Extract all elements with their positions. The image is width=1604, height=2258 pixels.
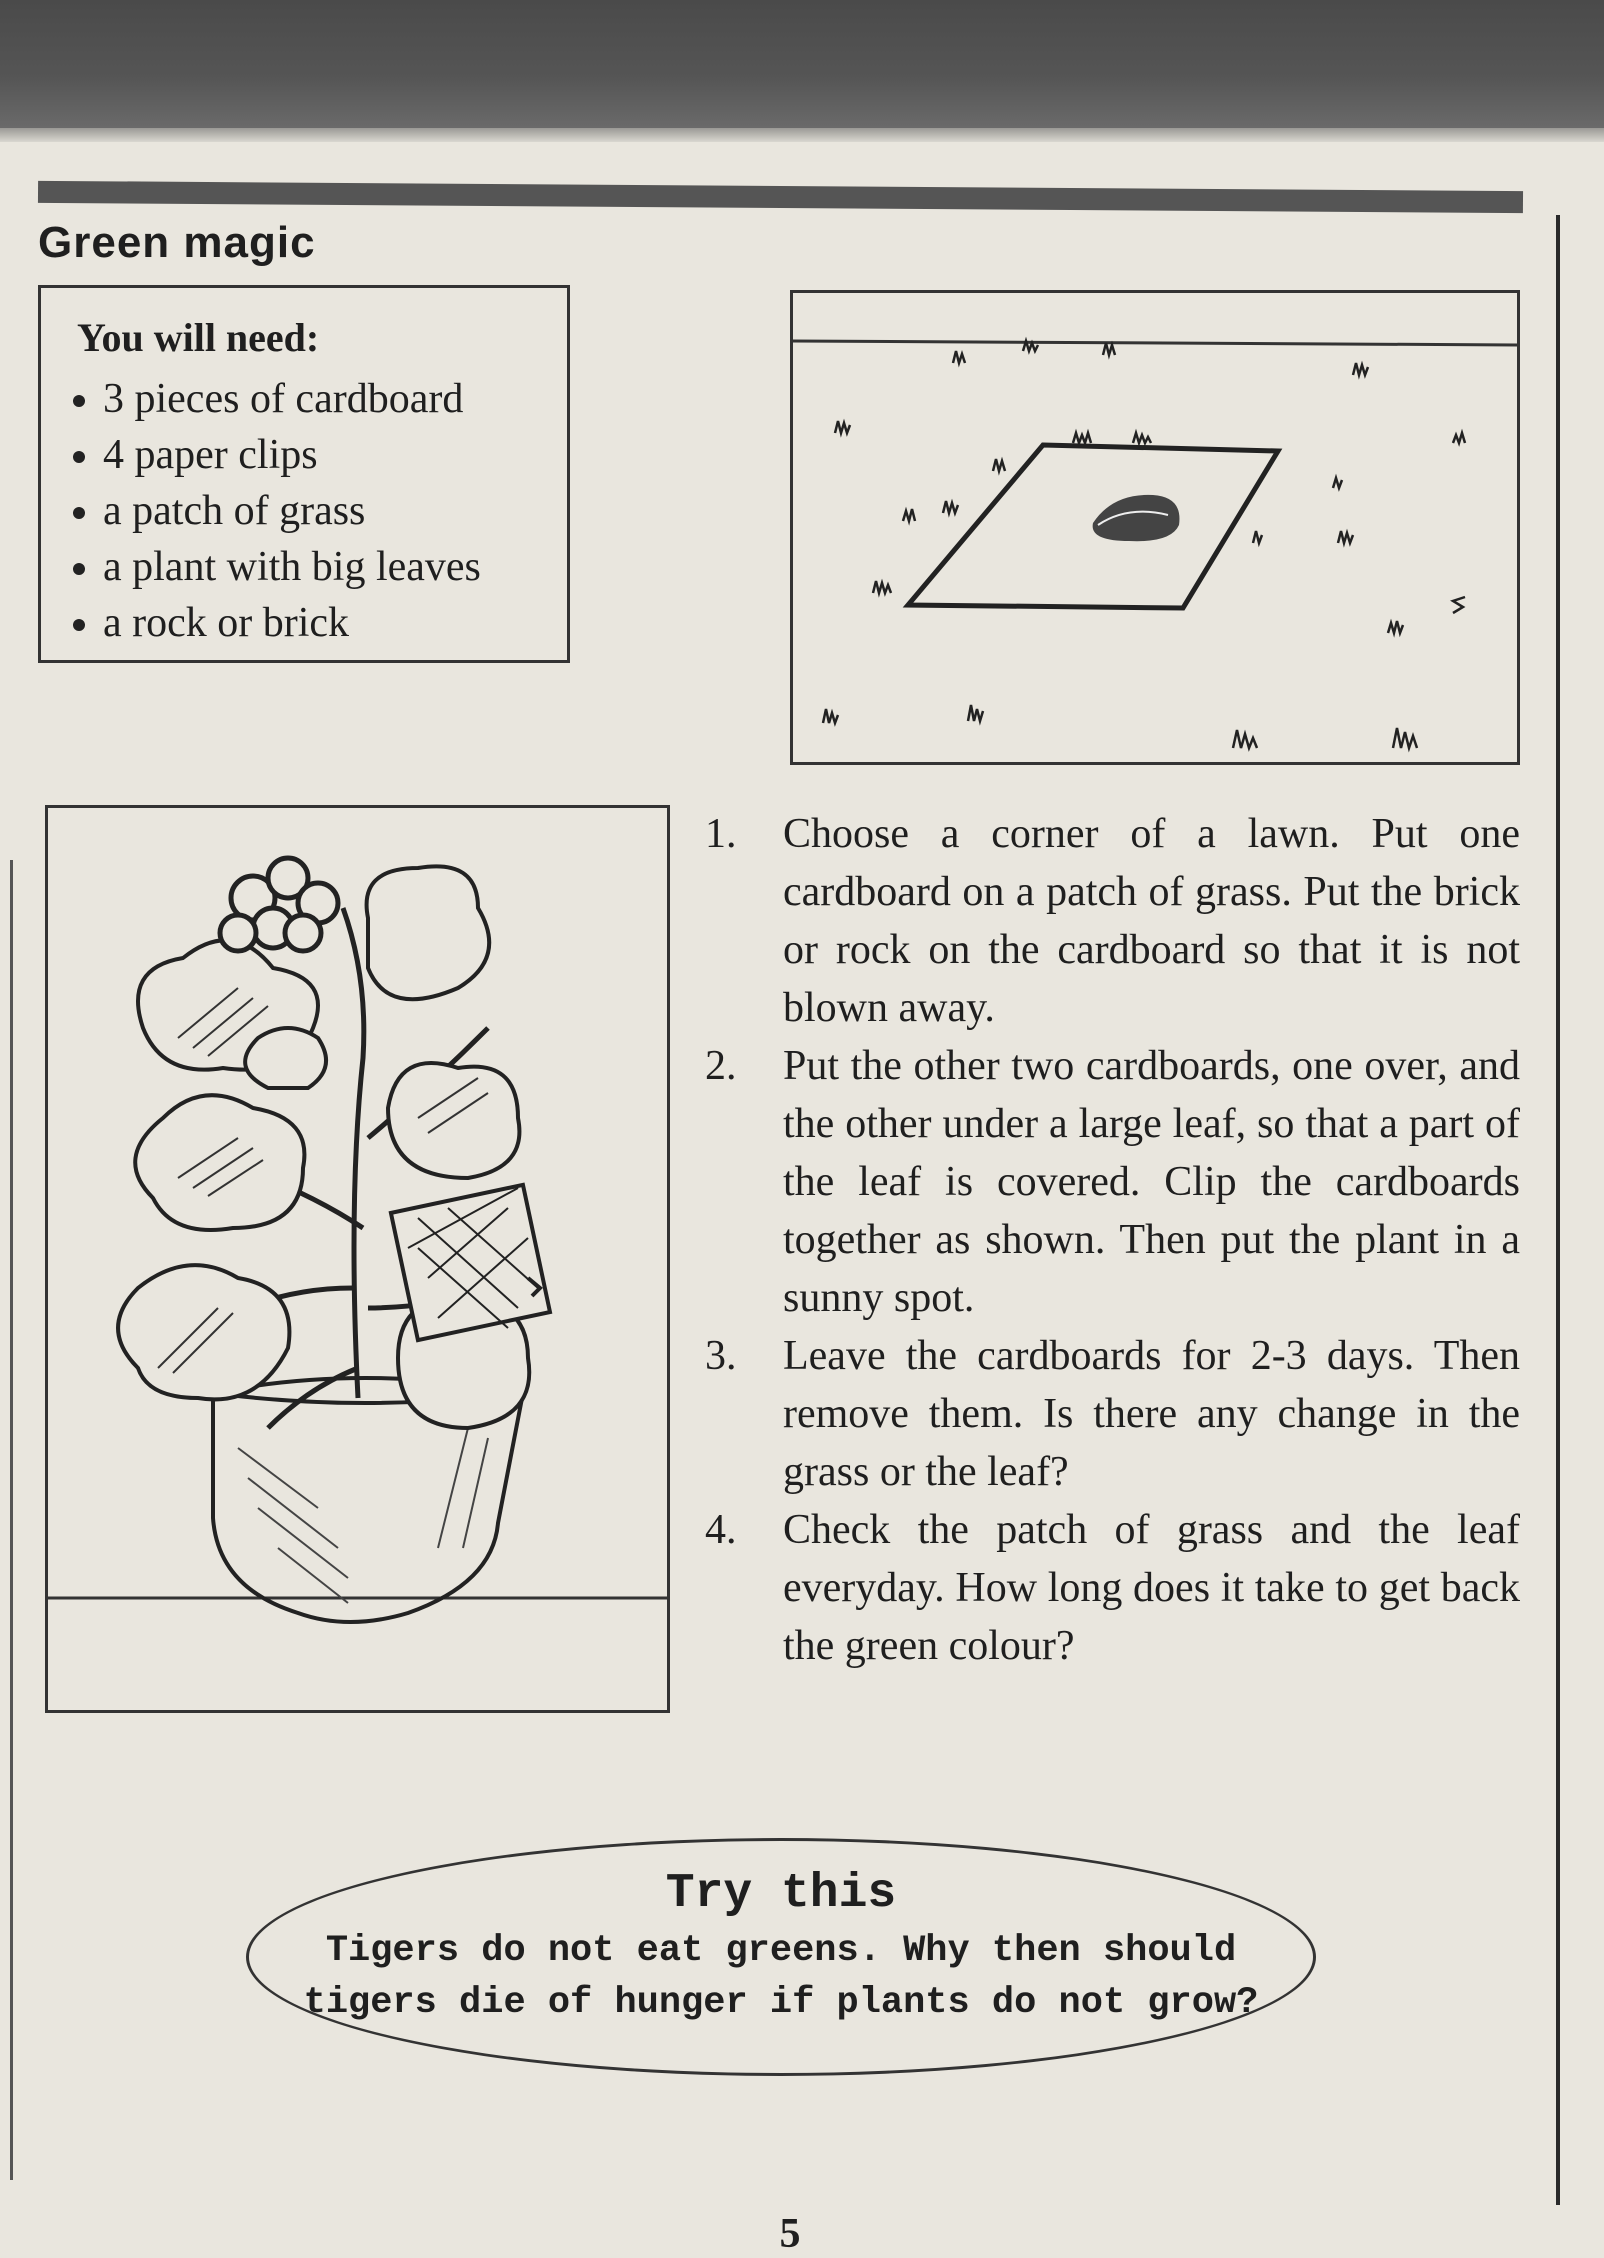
materials-item: a rock or brick <box>67 595 541 651</box>
step-item <box>705 1501 1520 1675</box>
potted-plant-illustration <box>45 805 670 1713</box>
materials-box <box>38 285 570 663</box>
page-number: 5 <box>779 2211 801 2257</box>
try-this-oval <box>246 1838 1316 2076</box>
step-number: 4. <box>705 1507 737 1553</box>
try-this-text: Tigers do not eat greens. Why then should tigers die of hunger if plants do not grow? <box>303 1930 1259 2024</box>
step-text: Check the patch of grass and the leaf everyday. How long does it take to get back the green colour? <box>783 1507 1520 1669</box>
materials-item: a patch of grass <box>67 483 541 539</box>
lawn-drawing <box>793 293 1520 765</box>
step-text: Leave the cardboards for 2-3 days. Then remove them. Is there any change in the grass or the leaf? <box>783 1333 1520 1495</box>
plant-drawing <box>48 808 670 1713</box>
grass-tufts <box>823 341 1465 748</box>
section-title: Green magic <box>38 218 316 267</box>
step-text: Put the other two cardboards, one over, and the other under a large leaf, so that a part of the leaf is covered. Clip the cardboards together as shown. Then put the plant in a sunny spot. <box>783 1043 1520 1321</box>
grass-cardboard-illustration <box>790 290 1520 765</box>
rock-shape <box>1093 495 1180 541</box>
left-margin-rule <box>10 860 13 2180</box>
materials-item: a plant with big leaves <box>67 539 541 595</box>
section-header-bar <box>38 181 1523 213</box>
materials-list <box>67 371 541 651</box>
step-text: Choose a corner of a lawn. Put one cardboard on a patch of grass. Put the brick or rock on the cardboard so that it is not blown away. <box>783 811 1520 1031</box>
materials-heading: You will need: <box>77 315 320 360</box>
materials-item: 4 paper clips <box>67 427 541 483</box>
flower-cluster <box>220 858 338 951</box>
step-item <box>705 1037 1520 1327</box>
page-top-shadow-band <box>0 0 1604 128</box>
materials-item: 3 pieces of cardboard <box>67 371 541 427</box>
clipped-cardboard <box>391 1185 550 1340</box>
pot-shading <box>238 1428 488 1603</box>
step-item <box>705 1327 1520 1501</box>
instruction-steps <box>705 805 1520 1675</box>
step-number: 3. <box>705 1333 737 1379</box>
right-margin-rule <box>1556 215 1560 2205</box>
step-number: 2. <box>705 1043 737 1089</box>
page-top-edge <box>0 128 1604 142</box>
plant-leaves <box>118 866 529 1428</box>
try-this-title: Try this <box>665 1867 897 1921</box>
step-item <box>705 805 1520 1037</box>
step-number: 1. <box>705 811 737 857</box>
